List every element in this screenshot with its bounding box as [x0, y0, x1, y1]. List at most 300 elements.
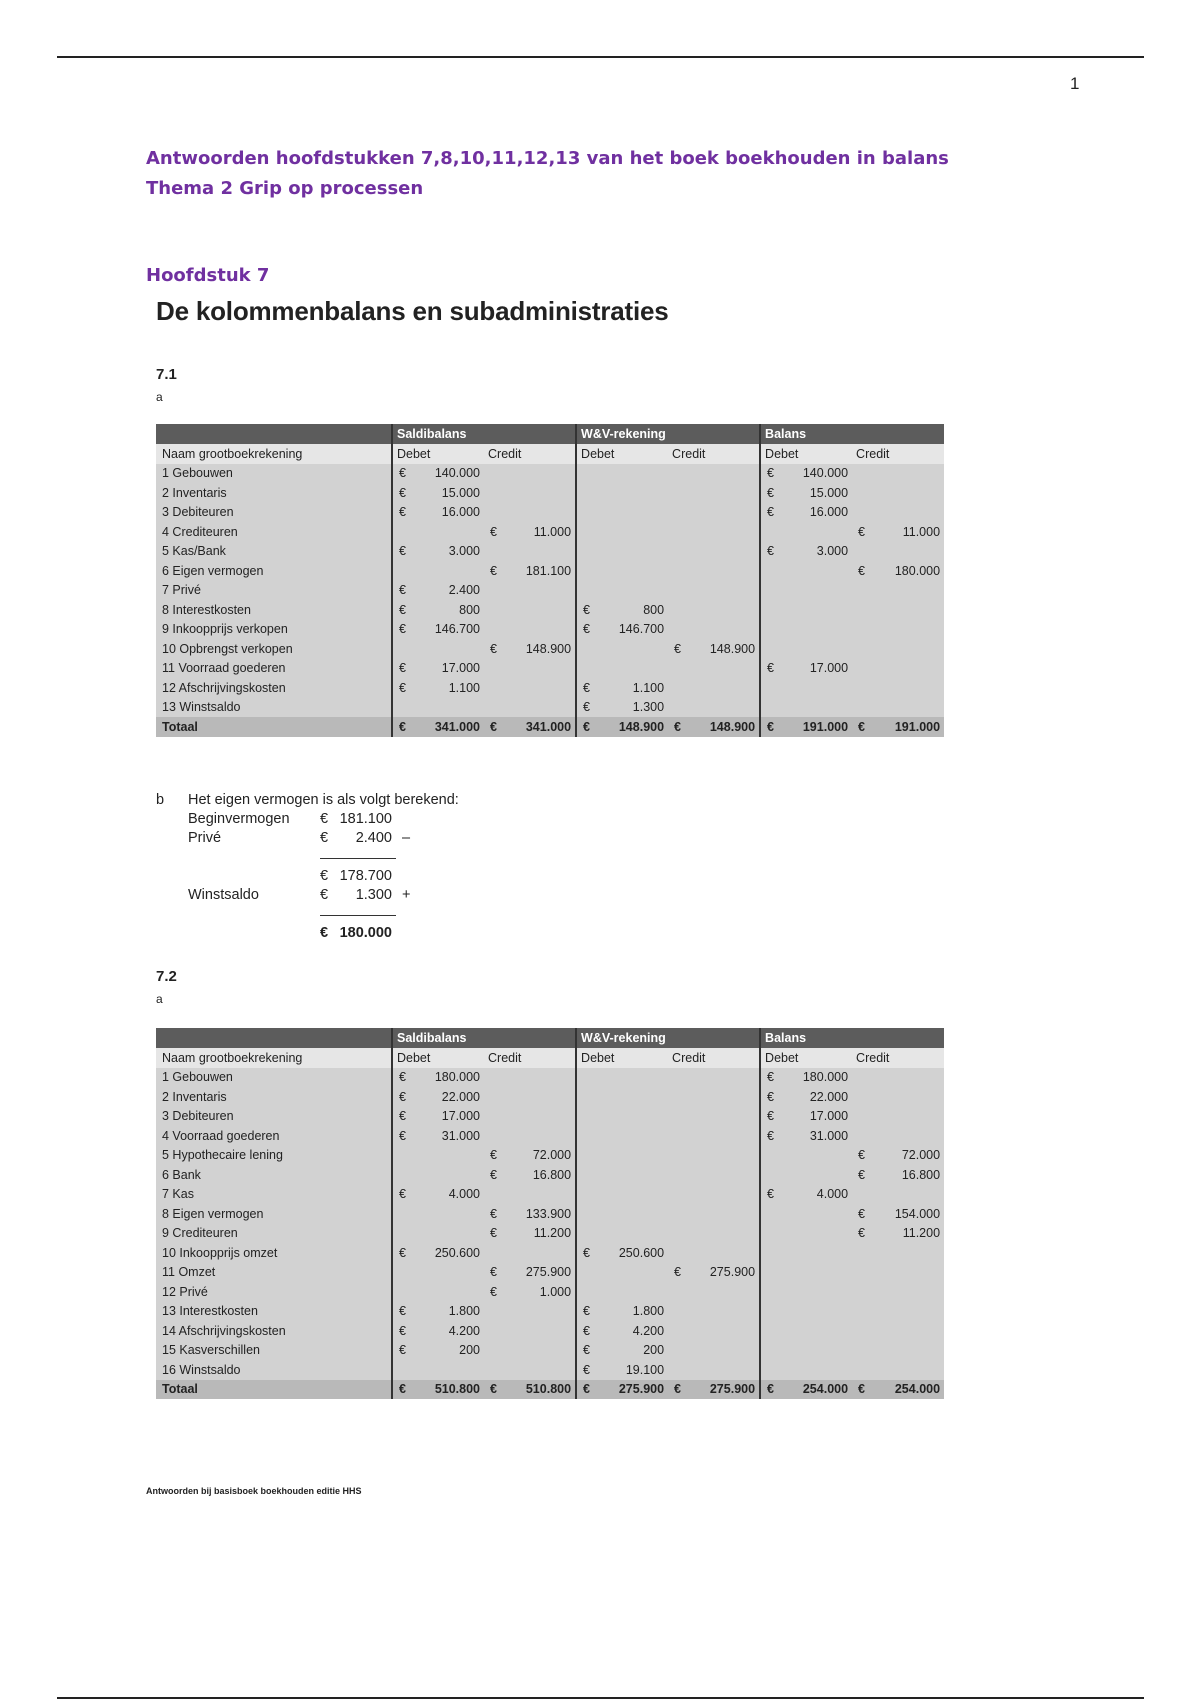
amount-wd [594, 1224, 668, 1244]
account-name: 11 Omzet [156, 1263, 392, 1283]
currency-symbol [668, 1185, 686, 1205]
currency-symbol [576, 522, 594, 542]
column-header-debet: Debet [392, 444, 484, 464]
amount-bc [870, 620, 944, 640]
currency-symbol [576, 1107, 594, 1127]
ledger-row [156, 1068, 944, 1088]
column-header-debet: Debet [760, 444, 852, 464]
amount-bd [778, 1243, 852, 1263]
amount-bc: 154.000 [870, 1204, 944, 1224]
currency-symbol [760, 522, 778, 542]
currency-symbol: € [852, 1146, 870, 1166]
currency-symbol [852, 1068, 870, 1088]
amount-wc [686, 1165, 760, 1185]
amount-bc [870, 600, 944, 620]
ledger-table-7-1 [156, 424, 944, 737]
total-row [156, 717, 944, 737]
currency-symbol [760, 678, 778, 698]
currency-symbol [392, 639, 410, 659]
amount-sc: 133.900 [502, 1204, 576, 1224]
amount-sd [410, 1282, 484, 1302]
currency-symbol: € [760, 1087, 778, 1107]
currency-symbol: € [392, 1185, 410, 1205]
amount-wd [594, 1263, 668, 1283]
currency-symbol: € [760, 483, 778, 503]
currency-symbol [484, 464, 502, 484]
currency-symbol [760, 1360, 778, 1380]
amount-sc [502, 581, 576, 601]
currency-symbol: € [760, 503, 778, 523]
document-subtitle: Thema 2 Grip op processen [146, 178, 424, 199]
currency-symbol: € [484, 1282, 502, 1302]
amount-wd: 146.700 [594, 620, 668, 640]
amount-wc: 275.900 [686, 1380, 760, 1400]
currency-symbol: € [668, 1380, 686, 1400]
currency-symbol [760, 600, 778, 620]
amount-bd: 4.000 [778, 1185, 852, 1205]
amount-bc [870, 1263, 944, 1283]
amount-sc [502, 503, 576, 523]
group-header-row [156, 1028, 944, 1048]
column-header-debet: Debet [760, 1048, 852, 1068]
currency-symbol: € [484, 1165, 502, 1185]
currency-symbol [576, 1263, 594, 1283]
currency-symbol [668, 1126, 686, 1146]
currency-symbol: € [668, 717, 686, 737]
amount-bc [870, 503, 944, 523]
chapter-label: Hoofdstuk 7 [146, 265, 270, 286]
amount-sc: 11.000 [502, 522, 576, 542]
amount-bd: 31.000 [778, 1126, 852, 1146]
account-name: 3 Debiteuren [156, 503, 392, 523]
currency-symbol [576, 542, 594, 562]
currency-symbol [392, 1204, 410, 1224]
ledger-row [156, 581, 944, 601]
amount-wc [686, 1185, 760, 1205]
currency-symbol [484, 1243, 502, 1263]
amount-wc: 275.900 [686, 1263, 760, 1283]
amount-bc [870, 1321, 944, 1341]
calc-currency: € [320, 811, 329, 827]
calc-value: 178.700 [339, 868, 392, 884]
currency-symbol [484, 581, 502, 601]
amount-sd: 200 [410, 1341, 484, 1361]
amount-sc [502, 698, 576, 718]
currency-symbol [576, 639, 594, 659]
currency-symbol: € [392, 717, 410, 737]
amount-wc [686, 1321, 760, 1341]
currency-symbol [576, 1146, 594, 1166]
currency-symbol [760, 1243, 778, 1263]
currency-symbol [576, 1224, 594, 1244]
amount-wd: 800 [594, 600, 668, 620]
amount-bd [778, 1204, 852, 1224]
account-name: 13 Winstsaldo [156, 698, 392, 718]
ledger-row [156, 698, 944, 718]
currency-symbol: € [392, 1068, 410, 1088]
currency-symbol: € [576, 1302, 594, 1322]
currency-symbol [852, 1302, 870, 1322]
amount-sd: 16.000 [410, 503, 484, 523]
ledger-row [156, 1087, 944, 1107]
amount-wd [594, 483, 668, 503]
amount-sc [502, 1321, 576, 1341]
currency-symbol [484, 698, 502, 718]
calc-line [156, 868, 456, 887]
currency-symbol [484, 483, 502, 503]
currency-symbol [852, 698, 870, 718]
currency-symbol [760, 1165, 778, 1185]
ledger-row [156, 1321, 944, 1341]
currency-symbol [668, 561, 686, 581]
amount-bd [778, 1282, 852, 1302]
amount-sc [502, 1302, 576, 1322]
currency-symbol: € [852, 1224, 870, 1244]
currency-symbol: € [392, 464, 410, 484]
amount-wd [594, 1107, 668, 1127]
currency-symbol [668, 542, 686, 562]
ledger-row [156, 1282, 944, 1302]
currency-symbol [668, 1360, 686, 1380]
amount-wd [594, 503, 668, 523]
currency-symbol [576, 1282, 594, 1302]
currency-symbol [668, 1302, 686, 1322]
currency-symbol [852, 678, 870, 698]
currency-symbol: € [484, 1263, 502, 1283]
account-name: Totaal [156, 717, 392, 737]
currency-symbol [484, 1107, 502, 1127]
amount-sd: 146.700 [410, 620, 484, 640]
currency-symbol [576, 659, 594, 679]
amount-bd: 17.000 [778, 659, 852, 679]
currency-symbol [668, 1146, 686, 1166]
amount-wc [686, 464, 760, 484]
amount-bc [870, 1126, 944, 1146]
amount-wc [686, 483, 760, 503]
amount-sd [410, 639, 484, 659]
calc-currency: € [320, 887, 329, 903]
amount-sd [410, 1224, 484, 1244]
ledger-row [156, 464, 944, 484]
currency-symbol: € [484, 1204, 502, 1224]
amount-sd [410, 1360, 484, 1380]
amount-bc [870, 659, 944, 679]
amount-sd: 1.800 [410, 1302, 484, 1322]
group-header: W&V-rekening [576, 424, 760, 444]
amount-bc: 180.000 [870, 561, 944, 581]
currency-symbol [668, 1087, 686, 1107]
currency-symbol [576, 1068, 594, 1088]
currency-symbol [668, 1243, 686, 1263]
currency-symbol [852, 1185, 870, 1205]
amount-sd: 800 [410, 600, 484, 620]
currency-symbol: € [852, 1380, 870, 1400]
amount-bd [778, 1360, 852, 1380]
ledger-row [156, 1107, 944, 1127]
amount-bc: 11.200 [870, 1224, 944, 1244]
amount-sd [410, 1165, 484, 1185]
calc-value: 180.000 [339, 925, 392, 941]
currency-symbol: € [392, 1126, 410, 1146]
column-header-name: Naam grootboekrekening [156, 1048, 392, 1068]
currency-symbol [668, 1165, 686, 1185]
amount-bd: 140.000 [778, 464, 852, 484]
amount-sd: 31.000 [410, 1126, 484, 1146]
currency-symbol [668, 581, 686, 601]
amount-wd: 275.900 [594, 1380, 668, 1400]
currency-symbol [668, 1068, 686, 1088]
amount-sc [502, 1126, 576, 1146]
column-header-credit: Credit [484, 444, 576, 464]
account-name: 6 Bank [156, 1165, 392, 1185]
amount-bc [870, 464, 944, 484]
currency-symbol [760, 1263, 778, 1283]
group-header-row [156, 424, 944, 444]
amount-wc [686, 1068, 760, 1088]
account-name: 12 Privé [156, 1282, 392, 1302]
amount-sc [502, 1360, 576, 1380]
currency-symbol: € [576, 600, 594, 620]
amount-wd [594, 1204, 668, 1224]
account-name: 5 Hypothecaire lening [156, 1146, 392, 1166]
amount-wd [594, 1165, 668, 1185]
amount-bc [870, 542, 944, 562]
amount-sd [410, 1263, 484, 1283]
amount-wc [686, 1341, 760, 1361]
amount-wc [686, 1204, 760, 1224]
amount-wd [594, 659, 668, 679]
currency-symbol: € [760, 1068, 778, 1088]
calc-value: 1.300 [355, 887, 392, 903]
currency-symbol: € [576, 620, 594, 640]
ledger-row [156, 639, 944, 659]
ledger-row [156, 1126, 944, 1146]
column-header-debet: Debet [576, 444, 668, 464]
currency-symbol [760, 1341, 778, 1361]
amount-wc [686, 1087, 760, 1107]
currency-symbol: € [392, 620, 410, 640]
top-rule [57, 56, 1144, 58]
account-name: 4 Voorraad goederen [156, 1126, 392, 1146]
account-name: 4 Crediteuren [156, 522, 392, 542]
ledger-row [156, 1185, 944, 1205]
amount-wd: 1.100 [594, 678, 668, 698]
amount-bd [778, 1302, 852, 1322]
currency-symbol [760, 1282, 778, 1302]
calc-label: Winstsaldo [188, 887, 259, 903]
amount-wd [594, 1087, 668, 1107]
account-name: 11 Voorraad goederen [156, 659, 392, 679]
ledger-row [156, 1263, 944, 1283]
amount-sc [502, 1107, 576, 1127]
currency-symbol [484, 1126, 502, 1146]
currency-symbol: € [392, 483, 410, 503]
currency-symbol [852, 659, 870, 679]
currency-symbol [576, 581, 594, 601]
amount-sd: 341.000 [410, 717, 484, 737]
currency-symbol [852, 1341, 870, 1361]
currency-symbol [484, 1087, 502, 1107]
amount-sc [502, 1243, 576, 1263]
amount-wd: 1.800 [594, 1302, 668, 1322]
calc-currency: € [320, 925, 329, 941]
currency-symbol: € [392, 503, 410, 523]
footer-note: Antwoorden bij basisboek boekhouden editie HHS [146, 1486, 362, 1496]
amount-bc [870, 1341, 944, 1361]
currency-symbol: € [760, 717, 778, 737]
group-header: Saldibalans [392, 424, 576, 444]
currency-symbol [392, 561, 410, 581]
amount-bc [870, 1243, 944, 1263]
currency-symbol [576, 503, 594, 523]
amount-bd [778, 1263, 852, 1283]
account-name: 10 Opbrengst verkopen [156, 639, 392, 659]
currency-symbol [484, 1321, 502, 1341]
currency-symbol: € [392, 1302, 410, 1322]
account-name: 12 Afschrijvingskosten [156, 678, 392, 698]
currency-symbol [668, 620, 686, 640]
ledger-row [156, 1360, 944, 1380]
amount-wd: 148.900 [594, 717, 668, 737]
currency-symbol [668, 698, 686, 718]
currency-symbol [852, 1282, 870, 1302]
calc-line [156, 887, 456, 906]
amount-wd [594, 561, 668, 581]
ledger-row [156, 659, 944, 679]
amount-wd [594, 464, 668, 484]
amount-sc: 16.800 [502, 1165, 576, 1185]
equity-calculation-intro: Het eigen vermogen is als volgt berekend: [188, 792, 459, 808]
currency-symbol [852, 1126, 870, 1146]
currency-symbol: € [576, 1380, 594, 1400]
currency-symbol: € [760, 1107, 778, 1127]
currency-symbol: € [484, 561, 502, 581]
amount-wd [594, 1282, 668, 1302]
column-header-debet: Debet [576, 1048, 668, 1068]
amount-sc: 11.200 [502, 1224, 576, 1244]
currency-symbol [668, 659, 686, 679]
ledger-row [156, 1243, 944, 1263]
amount-bd [778, 698, 852, 718]
amount-bc: 11.000 [870, 522, 944, 542]
currency-symbol: € [576, 1360, 594, 1380]
chapter-title: De kolommenbalans en subadministraties [156, 296, 669, 326]
account-name: 9 Inkoopprijs verkopen [156, 620, 392, 640]
amount-bc [870, 1302, 944, 1322]
currency-symbol: € [576, 1341, 594, 1361]
amount-wd [594, 1068, 668, 1088]
calc-line [156, 925, 456, 944]
currency-symbol: € [392, 1107, 410, 1127]
amount-wc: 148.900 [686, 717, 760, 737]
ledger-row [156, 503, 944, 523]
currency-symbol: € [392, 542, 410, 562]
amount-bd: 3.000 [778, 542, 852, 562]
account-name: 7 Kas [156, 1185, 392, 1205]
currency-symbol [760, 1224, 778, 1244]
currency-symbol [668, 1204, 686, 1224]
amount-wd [594, 581, 668, 601]
currency-symbol: € [392, 678, 410, 698]
ledger-row [156, 1224, 944, 1244]
amount-sd [410, 698, 484, 718]
amount-sc [502, 1087, 576, 1107]
currency-symbol [852, 639, 870, 659]
amount-sd: 180.000 [410, 1068, 484, 1088]
currency-symbol: € [760, 659, 778, 679]
group-header: W&V-rekening [576, 1028, 760, 1048]
amount-wc [686, 1360, 760, 1380]
amount-sc [502, 1185, 576, 1205]
column-header-row [156, 444, 944, 464]
currency-symbol [852, 483, 870, 503]
amount-bc [870, 1360, 944, 1380]
exercise-7-1-number: 7.1 [156, 366, 177, 383]
amount-wd: 1.300 [594, 698, 668, 718]
account-name: 2 Inventaris [156, 1087, 392, 1107]
account-name: 1 Gebouwen [156, 464, 392, 484]
currency-symbol [852, 464, 870, 484]
currency-symbol: € [852, 1204, 870, 1224]
currency-symbol: € [852, 522, 870, 542]
currency-symbol: € [484, 1146, 502, 1166]
amount-wc [686, 542, 760, 562]
amount-bc: 254.000 [870, 1380, 944, 1400]
exercise-7-2-number: 7.2 [156, 968, 177, 985]
amount-wc [686, 1126, 760, 1146]
currency-symbol [576, 1126, 594, 1146]
currency-symbol [760, 698, 778, 718]
amount-bd [778, 639, 852, 659]
amount-sc [502, 542, 576, 562]
currency-symbol [668, 464, 686, 484]
exercise-7-1-part-b-letter: b [156, 792, 165, 808]
currency-symbol: € [392, 1243, 410, 1263]
currency-symbol: € [576, 698, 594, 718]
currency-symbol [760, 1302, 778, 1322]
amount-sd: 22.000 [410, 1087, 484, 1107]
group-header: Balans [760, 1028, 944, 1048]
account-name: 6 Eigen vermogen [156, 561, 392, 581]
amount-wc [686, 1146, 760, 1166]
currency-symbol: € [668, 639, 686, 659]
amount-sd [410, 1204, 484, 1224]
amount-bd [778, 620, 852, 640]
currency-symbol [668, 1107, 686, 1127]
amount-wd: 4.200 [594, 1321, 668, 1341]
currency-symbol [484, 503, 502, 523]
amount-bc [870, 1282, 944, 1302]
column-header-credit: Credit [852, 1048, 944, 1068]
amount-wc [686, 659, 760, 679]
ledger-row [156, 1204, 944, 1224]
amount-sc [502, 483, 576, 503]
exercise-7-2-part-a: a [156, 992, 163, 1006]
amount-sd: 15.000 [410, 483, 484, 503]
currency-symbol [852, 542, 870, 562]
calc-label: Privé [188, 830, 222, 846]
calc-operator: + [402, 887, 411, 903]
currency-symbol: € [392, 1321, 410, 1341]
currency-symbol [484, 678, 502, 698]
amount-sc: 341.000 [502, 717, 576, 737]
amount-sc: 181.100 [502, 561, 576, 581]
amount-bd: 180.000 [778, 1068, 852, 1088]
amount-bd [778, 581, 852, 601]
currency-symbol [760, 620, 778, 640]
amount-wd: 250.600 [594, 1243, 668, 1263]
currency-symbol [668, 483, 686, 503]
